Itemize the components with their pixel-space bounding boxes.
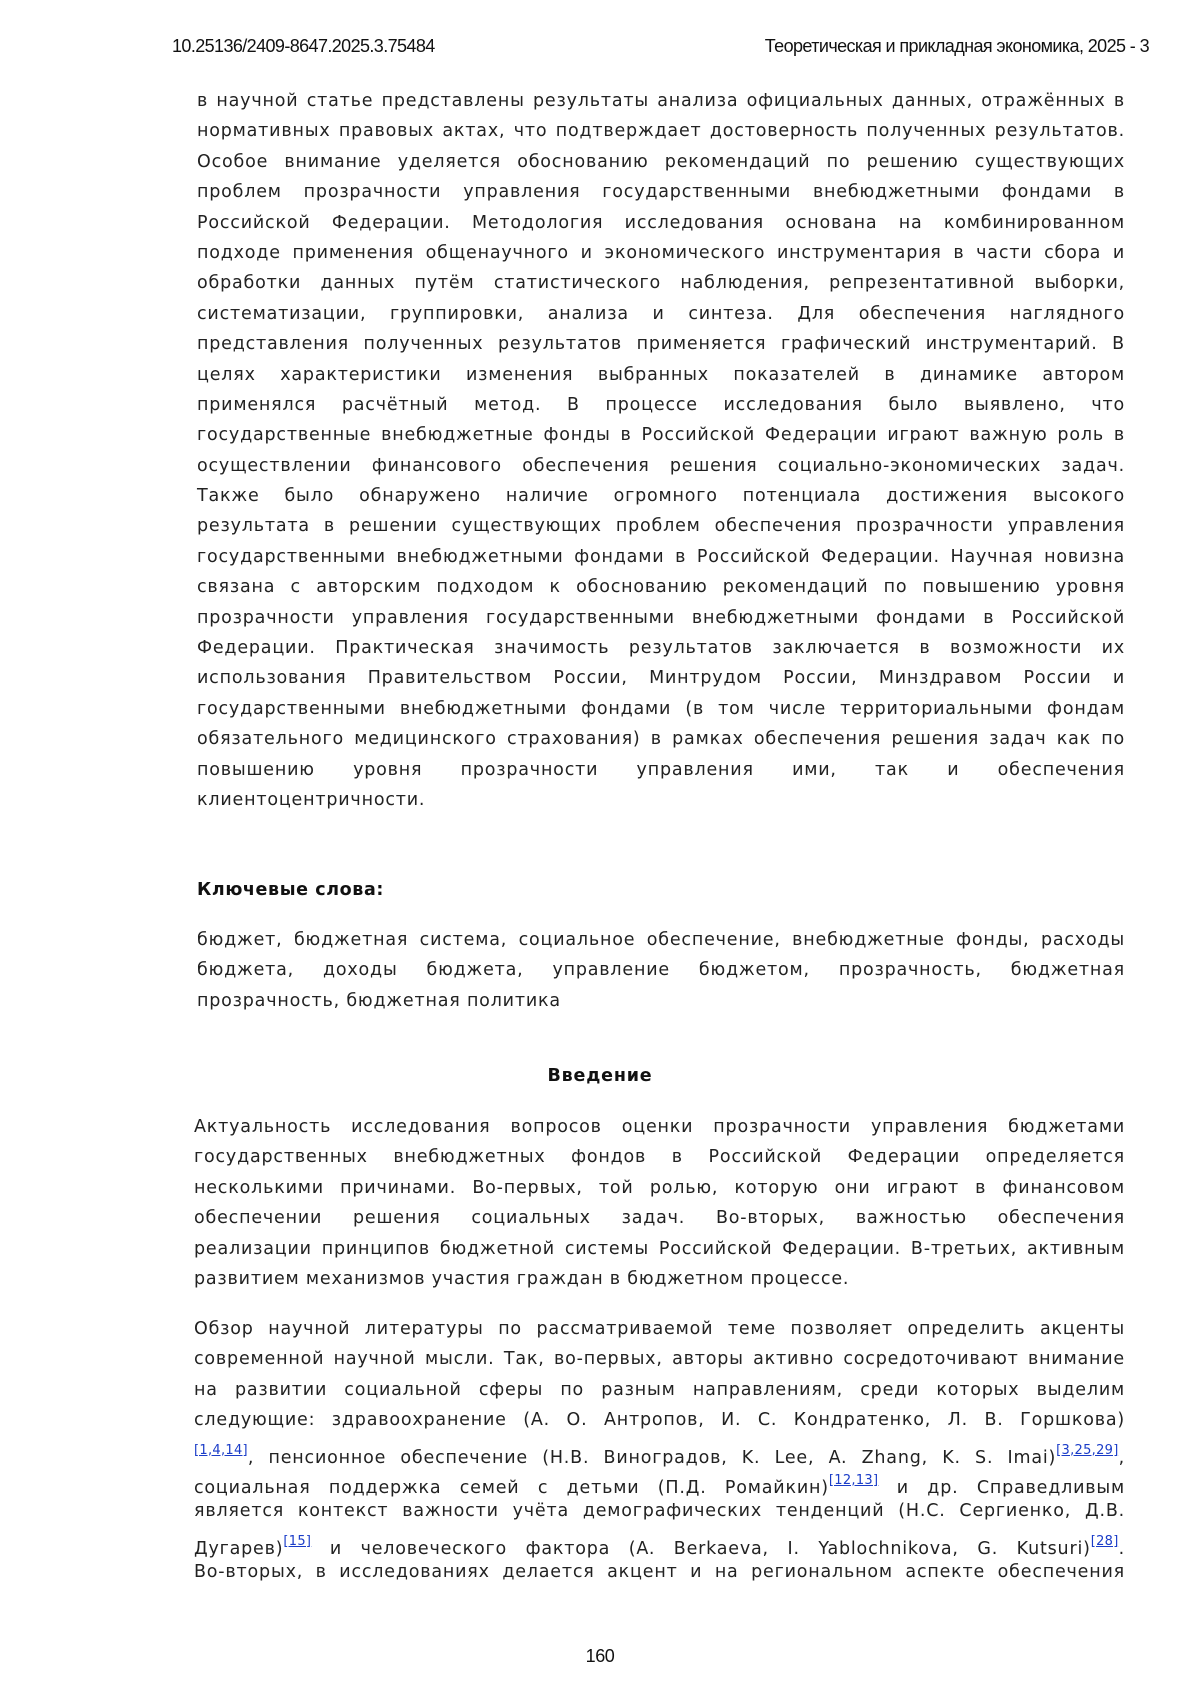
abstract-line: результата в решении существующих проблем обеспечения прозрачности управления	[197, 511, 1125, 541]
paragraph-line: несколькими причинами. Во-первых, той ролью, которую они играют в финансовом	[194, 1173, 1125, 1203]
paragraph-line: Актуальность исследования вопросов оценки прозрачности управления бюджетами	[194, 1112, 1125, 1142]
abstract-line: обязательного медицинского страхования) в рамках обеспечения решения задач как по	[197, 724, 1125, 754]
abstract-line: применялся расчётный метод. В процессе исследования было выявлено, что	[197, 390, 1125, 420]
journal-header: Теоретическая и прикладная экономика, 2025 - 3	[765, 36, 1149, 57]
abstract-line: Также было обнаружено наличие огромного потенциала достижения высокого	[197, 481, 1125, 511]
citation-link[interactable]: [15]	[283, 1534, 311, 1549]
paragraph-line: развитием механизмов участия граждан в бюджетном процессе.	[194, 1264, 1125, 1294]
paragraph-line: государственных внебюджетных фондов в Российской Федерации определяется	[194, 1142, 1125, 1172]
abstract-line: государственными внебюджетными фондами в Российской Федерации. Научная новизна	[197, 542, 1125, 572]
keywords-text	[197, 925, 1125, 1016]
abstract-line: проблем прозрачности управления государственными внебюджетными фондами в	[197, 177, 1125, 207]
citation-link[interactable]: [12,13]	[829, 1473, 878, 1488]
paragraph-line: обеспечении решения социальных задач. Во-вторых, важностью обеспечения	[194, 1203, 1125, 1233]
paragraph-line: реализации принципов бюджетной системы Российской Федерации. В-третьих, активным	[194, 1234, 1125, 1264]
paragraph-line: является контекст важности учёта демографических тенденций (Н.С. Сергиенко, Д.В.	[194, 1496, 1125, 1526]
section-heading-introduction: Введение	[0, 1066, 1200, 1086]
paragraph-text: и человеческого фактора (A. Berkaeva, I. Yablochnikova, G. Kutsuri)	[311, 1539, 1090, 1559]
abstract-line: подходе применения общенаучного и экономического инструментария в части сбора и	[197, 238, 1125, 268]
abstract-line: обработки данных путём статистического наблюдения, репрезентативной выборки,	[197, 268, 1125, 298]
abstract-line: государственные внебюджетные фонды в Российской Федерации играют важную роль в	[197, 420, 1125, 450]
abstract-line: Федерации. Практическая значимость результатов заключается в возможности их	[197, 633, 1125, 663]
abstract-line: повышению уровня прозрачности управления ими, так и обеспечения	[197, 755, 1125, 785]
paragraph-text: , пенсионное обеспечение (Н.В. Виноградов, K. Lee, A. Zhang, K. S. Imai)	[248, 1448, 1056, 1468]
citation-link[interactable]: [3,25,29]	[1056, 1443, 1118, 1458]
paragraph-text: Дугарев)	[194, 1539, 283, 1559]
keywords-line: прозрачность, бюджетная политика	[197, 986, 1125, 1016]
keywords-line: бюджет, бюджетная система, социальное обеспечение, внебюджетные фонды, расходы	[197, 925, 1125, 955]
paragraph-text: социальная поддержка семей с детьми (П.Д. Ромайкин)	[194, 1478, 829, 1498]
intro-paragraph-1	[194, 1112, 1125, 1294]
citation-link[interactable]: [28]	[1091, 1534, 1119, 1549]
abstract-line: целях характеристики изменения выбранных показателей в динамике автором	[197, 360, 1125, 390]
doi-header: 10.25136/2409-8647.2025.3.75484	[172, 36, 435, 57]
abstract-line: Российской Федерации. Методология исследования основана на комбинированном	[197, 208, 1125, 238]
keywords-line: бюджета, доходы бюджета, управление бюджетом, прозрачность, бюджетная	[197, 955, 1125, 985]
abstract-line: использования Правительством России, Минтрудом России, Минздравом России и	[197, 663, 1125, 693]
abstract-line: прозрачности управления государственными внебюджетными фондами в Российской	[197, 603, 1125, 633]
paragraph-line: современной научной мысли. Так, во-первых, авторы активно сосредоточивают внимание	[194, 1344, 1125, 1374]
abstract-line: систематизации, группировки, анализа и синтеза. Для обеспечения наглядного	[197, 299, 1125, 329]
document-page	[0, 0, 1200, 1698]
abstract-line: связана с авторским подходом к обоснованию рекомендаций по повышению уровня	[197, 572, 1125, 602]
abstract-text	[197, 86, 1125, 815]
keywords-heading: Ключевые слова:	[197, 880, 384, 900]
paragraph-text: и др. Справедливым	[878, 1478, 1125, 1498]
abstract-line: в научной статье представлены результаты анализа официальных данных, отражённых в	[197, 86, 1125, 116]
paragraph-line	[194, 1466, 1125, 1496]
page-number: 160	[0, 1646, 1200, 1667]
abstract-line: Особое внимание уделяется обоснованию рекомендаций по решению существующих	[197, 147, 1125, 177]
abstract-line: государственными внебюджетными фондами (в том числе территориальными фондам	[197, 694, 1125, 724]
paragraph-line: Во-вторых, в исследованиях делается акцент и на региональном аспекте обеспечения	[194, 1557, 1125, 1587]
paragraph-line: следующие: здравоохранение (А. О. Антропов, И. С. Кондратенко, Л. В. Горшкова)	[194, 1405, 1125, 1435]
paragraph-line: Обзор научной литературы по рассматриваемой теме позволяет определить акценты	[194, 1314, 1125, 1344]
abstract-line: нормативных правовых актах, что подтверждает достоверность полученных результатов.	[197, 116, 1125, 146]
paragraph-line	[194, 1527, 1125, 1557]
citation-link[interactable]: [1,4,14]	[194, 1443, 248, 1458]
paragraph-line: на развитии социальной сферы по разным направлениям, среди которых выделим	[194, 1375, 1125, 1405]
abstract-line: осуществлении финансового обеспечения решения социально-экономических задач.	[197, 451, 1125, 481]
intro-paragraph-2	[194, 1314, 1125, 1588]
paragraph-line	[194, 1436, 1125, 1466]
abstract-line: представления полученных результатов применяется графический инструментарий. В	[197, 329, 1125, 359]
paragraph-text: ,	[1119, 1448, 1125, 1468]
abstract-line: клиентоцентричности.	[197, 785, 1125, 815]
paragraph-text: .	[1119, 1539, 1125, 1559]
